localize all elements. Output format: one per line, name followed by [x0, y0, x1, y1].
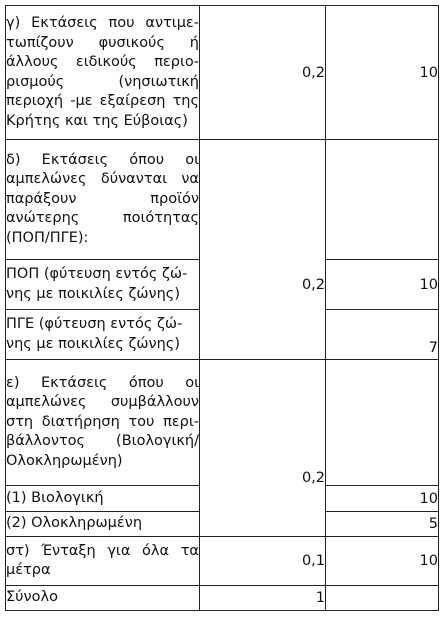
weight-cell: 0,2	[200, 360, 326, 537]
criterion-description: γ) Εκτάσεις που αντιμε- τωπίζουν φυσικούς ή άλλους ειδικούς περιο- ρισμούς (νησιωτική περιοχή -με εξαίρεση της Κρήτης και της Εύβοιας)	[6, 6, 200, 140]
points-cell: 10	[326, 6, 439, 140]
criterion-description: στ) Ένταξη για όλα τα μέτρα	[6, 537, 200, 586]
table-row	[6, 537, 439, 586]
sub-criterion-description: (1) Βιολογική	[6, 486, 200, 512]
points-cell: 5	[326, 512, 439, 537]
table-row	[6, 360, 439, 486]
points-cell: 10	[326, 260, 439, 310]
sub-criterion-description: ΠΟΠ (φύτευση εντός ζώ- νης με ποικιλίες ζώνης)	[6, 260, 200, 310]
table-row	[6, 586, 439, 611]
total-label: Σύνολο	[6, 586, 200, 611]
table-row	[6, 6, 439, 140]
total-weight: 1	[200, 586, 326, 611]
empty-cell	[326, 140, 439, 260]
points-cell: 10	[326, 486, 439, 512]
sub-criterion-description: ΠΓΕ (φύτευση εντός ζώ- νης με ποικιλίες ζώνης)	[6, 310, 200, 360]
weight-cell: 0,2	[200, 140, 326, 360]
weight-cell: 0,1	[200, 537, 326, 586]
points-cell: 10	[326, 537, 439, 586]
points-cell	[326, 586, 439, 611]
points-cell: 7	[326, 310, 439, 360]
weight-cell: 0,2	[200, 6, 326, 140]
criterion-description: ε) Εκτάσεις όπου οι αμπελώνες συμβάλλουν στη διατήρηση του περι- βάλλοντος (Βιολογική/ Ολοκληρωμένη)	[6, 360, 200, 486]
empty-cell	[326, 360, 439, 486]
table-row	[6, 140, 439, 260]
criteria-table	[5, 5, 439, 611]
sub-criterion-description: (2) Ολοκληρωμένη	[6, 512, 200, 537]
criterion-description: δ) Εκτάσεις όπου οι αμπελώνες δύνανται να παράξουν προϊόν ανώτερης ποιότητας (ΠΟΠ/ΠΓΕ):	[6, 140, 200, 260]
